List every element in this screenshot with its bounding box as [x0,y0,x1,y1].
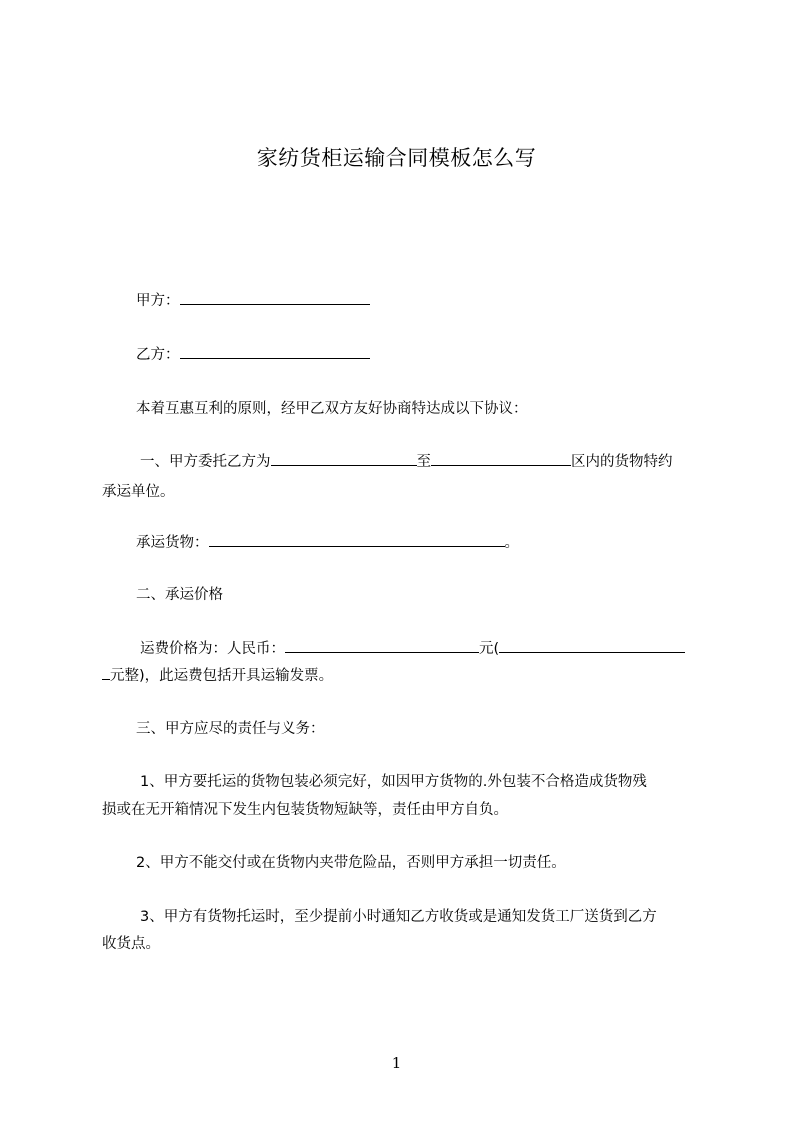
clause1-to-blank [431,448,571,466]
goods-end: 。 [504,535,519,551]
clause1-prefix: 一、甲方委托乙方为 [140,454,271,470]
party-a-blank [180,287,370,305]
party-b-label: 乙方： [136,347,180,363]
party-b-line [102,340,742,370]
item1-line1: 1、甲方要托运的货物包装必须完好，如因甲方货物的.外包装不合格造成货物残 [140,774,647,790]
price-line2 [102,661,708,691]
section2-heading: 二、承运价格 [136,587,223,603]
clause1-from-blank [271,448,417,466]
page-number: 1 [391,1054,402,1072]
section3-heading: 三、甲方应尽的责任与义务： [136,721,325,737]
goods-label: 承运货物： [136,535,209,551]
item3-line2: 收货点。 [102,936,160,952]
price-line1 [102,634,746,664]
item3-line1: 3、甲方有货物托运时，至少提前小时通知乙方收货或是通知发货工厂送货到乙方 [140,909,657,925]
price-amount-blank [285,635,479,653]
party-a-line [102,286,742,316]
price-words-blank-cont [102,662,110,680]
document-title: 家纺货柜运输合同模板怎么写 [256,146,537,170]
clause1-to: 至 [416,454,431,470]
party-a-label: 甲方： [136,293,180,309]
goods-line [102,528,742,558]
intro-paragraph: 本着互惠互利的原则，经甲乙双方友好协商特达成以下协议： [136,401,528,417]
clause1-line1 [102,447,746,477]
party-b-blank [180,341,370,359]
price-yuan: 元( [479,641,500,657]
price-words-blank [499,635,685,653]
price-prefix: 运费价格为：人民币： [140,641,285,657]
item1-line2: 损或在无开箱情况下发生内包装货物短缺等，责任由甲方自负。 [102,802,508,818]
goods-blank [209,529,505,547]
clause1-line2: 承运单位。 [102,484,175,500]
item2-line: 2、甲方不能交付或在货物内夹带危险品，否则甲方承担一切责任。 [136,855,566,871]
clause1-suffix: 区内的货物特约 [571,454,673,470]
price-cont: 元整)，此运费包括开具运输发票。 [110,668,334,684]
